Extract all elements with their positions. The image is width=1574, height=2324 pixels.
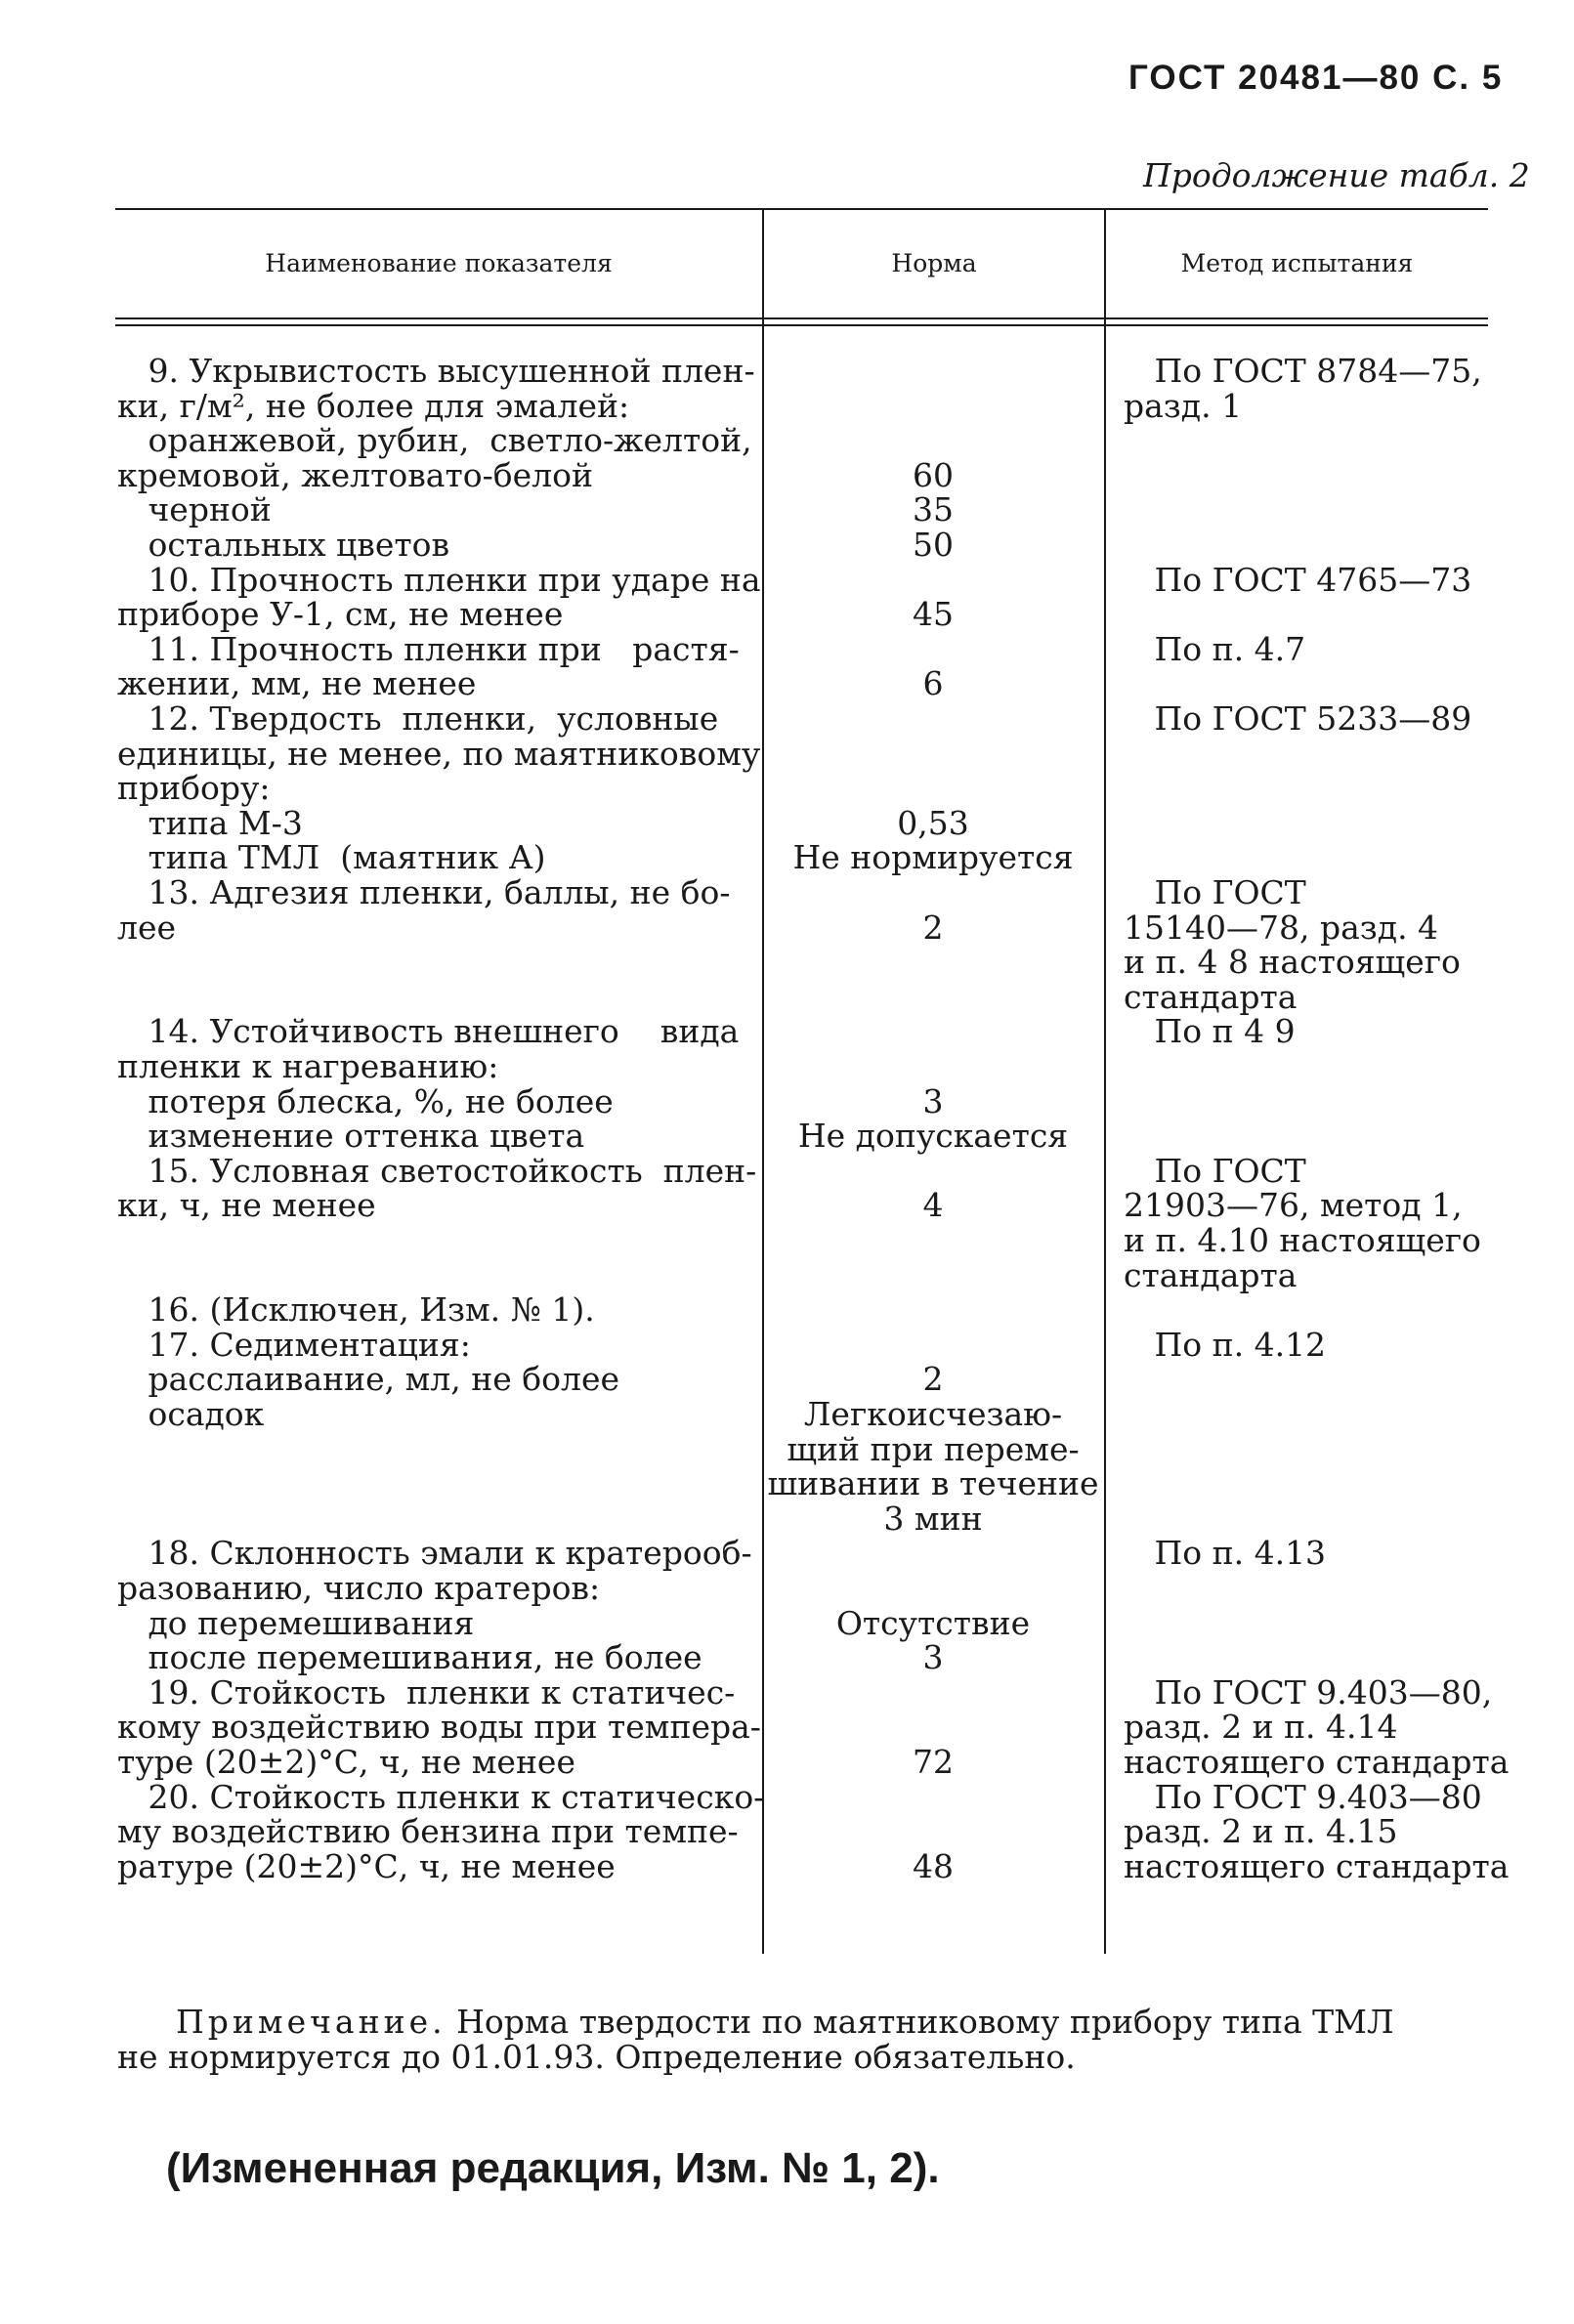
method-line: стандарта: [1124, 1255, 1297, 1294]
method-line: 21903—76, метод 1,: [1124, 1186, 1463, 1225]
name-line: туре (20±2)°С, ч, не менее: [117, 1743, 575, 1781]
norm-line: Не допускается: [797, 1117, 1069, 1156]
method-line: стандарта: [1124, 977, 1297, 1016]
method-line: По ГОСТ 8784—75,: [1124, 352, 1482, 390]
norm-line: 35: [913, 490, 954, 529]
name-line: черной: [117, 490, 272, 529]
norm-line: 50: [913, 526, 954, 564]
name-line: жении, мм, не менее: [117, 664, 477, 703]
norm-line: Легкоисчезаю-: [803, 1395, 1063, 1433]
norm-line: щий при переме-: [787, 1429, 1080, 1468]
method-line: 15140—78, разд. 4: [1124, 908, 1439, 947]
document-header: ГОСТ 20481—80 С. 5: [1128, 59, 1504, 97]
name-line: 20. Стойкость пленки к статическо-: [117, 1777, 765, 1816]
name-line: 9. Укрывистость высушенной плен-: [117, 352, 755, 390]
name-line: 10. Прочность пленки при ударе на: [117, 560, 761, 599]
table-continuation-label: Продолжение табл. 2: [1143, 156, 1530, 194]
norm-line: Не нормируется: [792, 838, 1074, 877]
name-line: 19. Стойкость пленки к статичес-: [117, 1672, 736, 1711]
column-header-name: Наименование показателя: [265, 249, 613, 277]
method-line: По п. 4.12: [1124, 1325, 1327, 1364]
norm-line: 0,53: [897, 803, 969, 842]
name-line: потеря блеска, %, не более: [117, 1081, 614, 1120]
name-line: кремовой, желтовато-белой: [117, 455, 593, 494]
norm-line: 72: [913, 1743, 954, 1781]
name-line: до перемешивания: [117, 1603, 475, 1642]
name-line: 17. Седиментация:: [117, 1325, 471, 1364]
name-line: типа М-3: [117, 803, 303, 842]
norm-line: 48: [913, 1846, 954, 1885]
method-line: По ГОСТ 9.403—80: [1124, 1777, 1482, 1816]
norm-line: 4: [922, 1186, 944, 1225]
name-line: остальных цветов: [117, 526, 450, 564]
amendment-note: (Измененная редакция, Изм. № 1, 2).: [166, 2144, 940, 2192]
name-line: ратуре (20±2)°С, ч, не менее: [117, 1846, 616, 1885]
method-line: разд. 2 и п. 4.15: [1124, 1812, 1398, 1851]
norm-line: 2: [922, 1360, 944, 1399]
method-line: По п. 4.7: [1124, 629, 1306, 668]
name-line: осадок: [117, 1395, 265, 1433]
name-line: оранжевой, рубин, светло-желтой,: [117, 421, 752, 460]
name-line: 16. (Исключен, Изм. № 1).: [117, 1290, 595, 1330]
norm-line: 6: [922, 664, 944, 703]
name-line: 12. Твердость пленки, условные: [117, 699, 719, 738]
method-line: настоящего стандарта: [1124, 1743, 1510, 1781]
method-line: По ГОСТ: [1124, 1151, 1306, 1190]
note-lead: Примечание.: [176, 2003, 447, 2041]
table-top-rule: [115, 208, 1488, 210]
name-line: ки, ч, не менее: [117, 1186, 376, 1225]
name-line: 15. Условная светостойкость плен-: [117, 1151, 757, 1190]
name-line: 18. Склонность эмали к кратерооб-: [117, 1534, 752, 1573]
norm-line: 60: [913, 455, 954, 494]
norm-line: 3: [922, 1638, 944, 1677]
name-line: после перемешивания, не более: [117, 1638, 702, 1677]
method-line: По ГОСТ 4765—73: [1124, 560, 1472, 599]
norm-line: 3 мин: [883, 1499, 983, 1538]
column-header-norm: Норма: [891, 249, 977, 277]
name-line: прибору:: [117, 769, 271, 808]
name-line: лее: [117, 908, 177, 947]
name-line: му воздействию бензина при темпе-: [117, 1812, 739, 1851]
norm-line: шивании в течение: [767, 1464, 1099, 1503]
norm-line: 3: [922, 1081, 944, 1120]
name-line: изменение оттенка цвета: [117, 1117, 585, 1156]
name-line: приборе У-1, см, не менее: [117, 595, 564, 634]
method-line: разд. 2 и п. 4.14: [1124, 1708, 1398, 1747]
header-rule-1: [115, 317, 1488, 319]
column-divider-2: [1104, 210, 1106, 1954]
method-line: По ГОСТ 9.403—80,: [1124, 1672, 1493, 1711]
method-line: и п. 4 8 настоящего: [1124, 943, 1461, 982]
norm-line: 2: [922, 908, 944, 947]
method-line: и п. 4.10 настоящего: [1124, 1221, 1481, 1259]
column-header-method: Метод испытания: [1180, 249, 1414, 277]
norm-line: Отсутствие: [835, 1603, 1031, 1642]
name-line: пленки к нагреванию:: [117, 1047, 499, 1085]
note-text-1: Норма твердости по маятниковому прибору типа ТМЛ: [446, 2003, 1394, 2041]
name-line: типа ТМЛ (маятник А): [117, 838, 546, 877]
norm-line: 45: [913, 595, 954, 634]
method-line: настоящего стандарта: [1124, 1846, 1510, 1885]
name-line: ки, г/м², не более для эмалей:: [117, 386, 630, 425]
method-line: разд. 1: [1124, 386, 1243, 425]
name-line: кому воздействию воды при темпера-: [117, 1708, 761, 1747]
method-line: По ГОСТ 5233—89: [1124, 699, 1472, 738]
header-rule-2: [115, 324, 1488, 326]
table-note: [176, 2005, 1394, 2040]
table-note-continuation: не нормируется до 01.01.93. Определение обязательно.: [117, 2038, 1076, 2076]
name-line: 13. Адгезия пленки, баллы, не бо-: [117, 873, 731, 911]
method-line: По п. 4.13: [1124, 1534, 1327, 1573]
name-line: 14. Устойчивость внешнего вида: [117, 1012, 740, 1051]
name-line: 11. Прочность пленки при растя-: [117, 629, 740, 668]
method-line: По ГОСТ: [1124, 873, 1306, 911]
name-line: расслаивание, мл, не более: [117, 1360, 619, 1399]
name-line: единицы, не менее, по маятниковому: [117, 734, 761, 773]
name-line: разованию, число кратеров:: [117, 1569, 601, 1607]
method-line: По п 4 9: [1124, 1012, 1296, 1051]
